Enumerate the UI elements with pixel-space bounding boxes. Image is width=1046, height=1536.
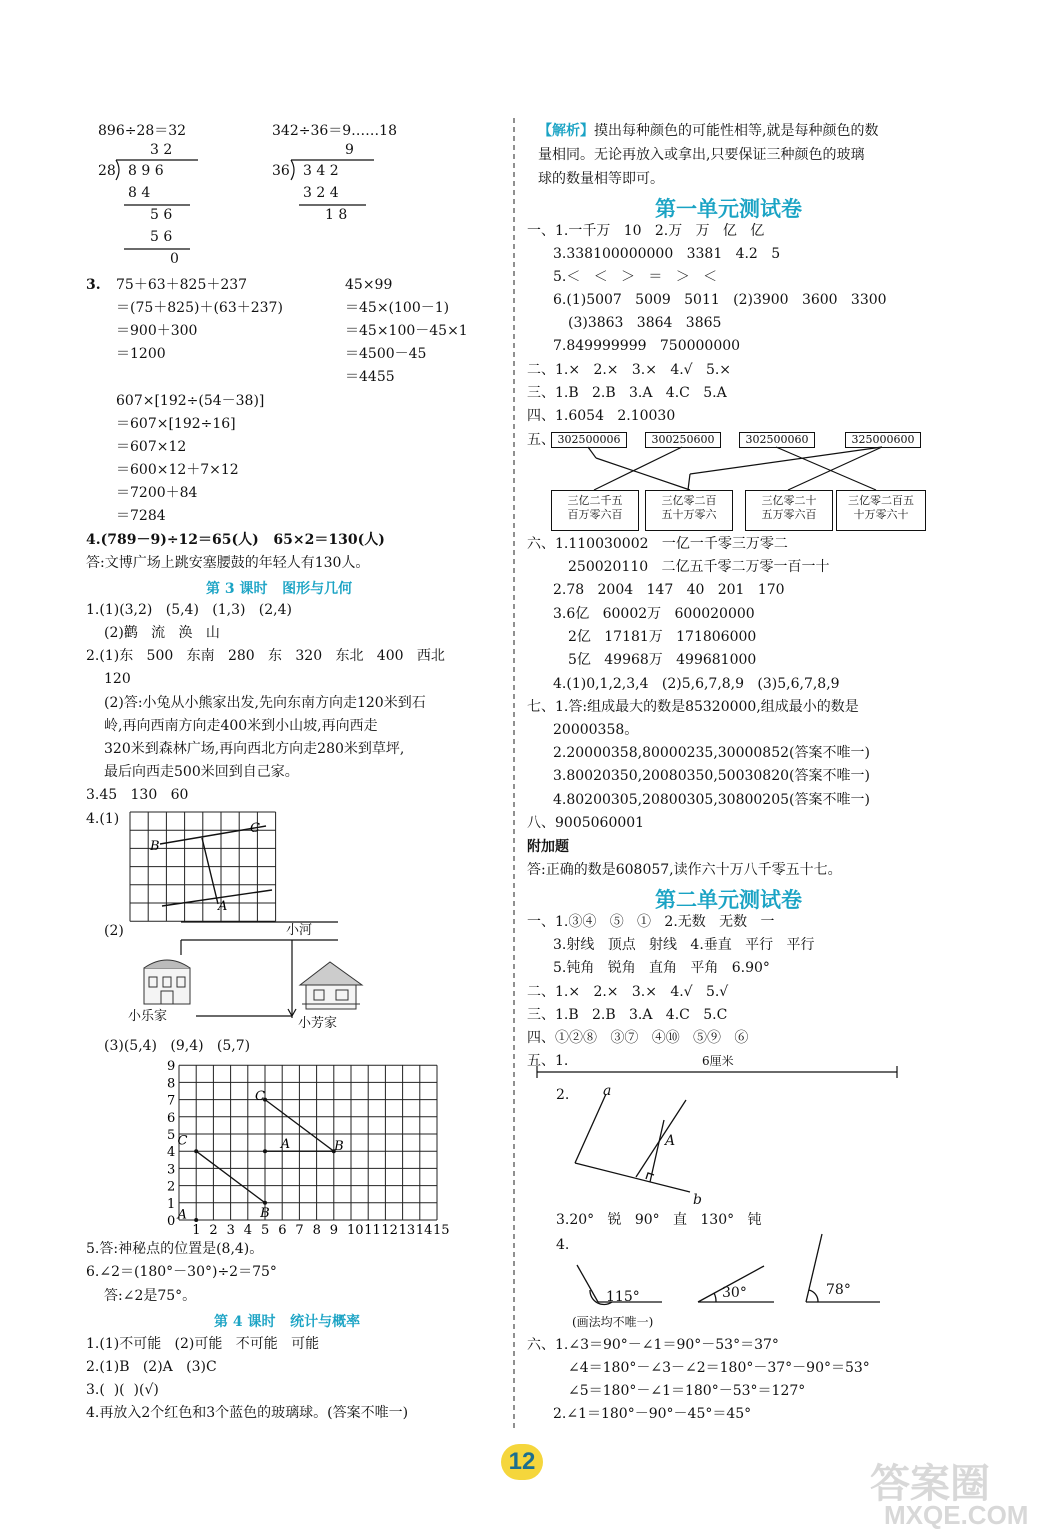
house-icon [300,962,362,1009]
geometry-grid-1-lines [160,826,272,906]
unit1-line: 一、1.一千万 10 2.万 万 亿 亿 [527,223,765,239]
words-line: 三亿零二百五 [848,494,914,507]
unit1-line: 3.6亿 60002万 600020000 [553,606,755,622]
y-tick-label: 6 [167,1110,176,1126]
unit2-line: 4. [556,1237,570,1253]
coordinate-chart [167,1059,450,1238]
point-marker [263,1149,267,1153]
x-tick-label: 8 [312,1223,321,1238]
lesson3-line: 岭,再向西南方向走400米到小山坡,再向西走 [104,718,378,734]
lesson3-line: 6.∠2＝(180°－30°)÷2＝75° [86,1264,277,1280]
division-1-dividend: 8 9 6 [128,163,164,179]
q3-calc-a: 75＋63＋825＋237 [116,277,248,293]
words-line: 五十万零六 [661,508,717,521]
q3-calc-b: 45×99 [345,277,393,293]
q3-calc-b: ＝45×100－45×1 [345,323,468,339]
lesson3-line: 320米到森林广场,再向西北方向走280米到草坪, [104,741,405,757]
unit2-line: ∠5＝180°－∠1＝180°－53°＝127° [568,1383,806,1399]
q3-calc-a: ＝900＋300 [116,323,198,339]
q3-calc-c: ＝607×12 [116,439,187,455]
words-line: 五万零六百 [761,508,817,521]
x-tick-label: 11 [364,1223,381,1238]
angle-label: 78° [826,1282,851,1298]
q3-calc-a: ＝1200 [116,346,166,362]
unit2-line: ∠4＝180°－∠3－∠2＝180°－37°－90°＝53° [568,1360,870,1376]
home-label: 小乐家 [128,1009,168,1024]
point-label: B [260,1205,270,1221]
lesson3-line: (2) [104,923,124,939]
unit1-line: 八、9005060001 [527,815,645,831]
q3-calc-b: ＝4455 [345,369,395,385]
x-tick-label: 6 [278,1223,287,1238]
lesson3-title: 第 3 课时 图形与几何 [206,581,353,597]
unit1-line: 五、 [527,432,555,448]
lesson3-line: 2.(1)东 500 东南 280 东 320 东北 400 西北 [86,648,445,664]
lesson3-line: 3.45 130 60 [86,787,189,803]
lesson3-line: 答:∠2是75°。 [104,1288,197,1304]
x-tick-label: 15 [433,1223,450,1238]
river-label: 小河 [286,923,313,938]
lesson3-line: (3)(5,4) (9,4) (5,7) [104,1038,251,1054]
lesson4-line: 3.( )( )(√) [86,1382,159,1398]
unit2-line: 四、①②⑧ ③⑦ ④⑩ ⑤⑨ ⑥ [527,1030,749,1046]
unit1-line: 3.338100000000 3381 4.2 5 [553,246,781,262]
point-label: C [254,1088,265,1104]
lesson3-line: 4.(1) [86,811,120,827]
lesson4-line: 4.再放入2个红色和3个蓝色的玻璃球。(答案不唯一) [86,1405,409,1421]
division-1-step: 5 6 [150,207,173,223]
division-1-remainder: 0 [170,251,179,267]
unit2-line: 三、1.B 2.B 3.A 4.C 5.C [527,1007,728,1023]
x-tick-label: 14 [415,1223,433,1238]
unit2-line: 5.钝角 锐角 直角 平角 6.90° [553,960,770,976]
y-tick-label: 3 [167,1162,176,1178]
analysis-text: 摸出每种颜色的可能性相等,就是每种颜色的数 [594,123,879,139]
number-box: 302500060 [739,432,815,448]
point-label: B [334,1138,344,1154]
q4-line: 4.(789－9)÷12＝65(人) 65×2＝130(人) [86,532,385,548]
division-2-divisor: 36 [272,163,290,179]
line-label: a [603,1083,612,1099]
unit2-title: 第二单元测试卷 [655,887,802,912]
number-box: 300250600 [645,432,721,448]
x-tick-label: 9 [329,1223,339,1238]
point-marker [263,1201,267,1205]
point-label: C [250,821,260,836]
x-tick-label: 7 [295,1223,304,1238]
unit2-line: (画法均不唯一) [572,1315,654,1329]
lesson3-line: (2)鹳 流 涣 山 [104,625,220,641]
lesson4-line: 1.(1)不可能 (2)可能 不可能 可能 [86,1336,320,1352]
watermark-logo: 答案圈 [870,1462,990,1506]
matching-lines [588,447,882,490]
division-2-step: 3 2 4 [303,185,339,201]
unit1-line: 4.80200305,20800305,30800205(答案不唯一) [553,792,870,808]
unit2-line: 一、1.③④ ⑤ ① 2.无数 无数 一 [527,914,775,930]
q3-calc-a: ＝(75＋825)＋(63＋237) [116,300,283,316]
watermark-url: MXQE.COM [884,1500,1029,1530]
y-tick-label: 8 [167,1076,176,1092]
segment-6cm [537,1066,897,1078]
q3-number: 3. [86,277,101,293]
words-line: 十万零六十 [853,508,909,521]
number-box: 325000600 [845,432,921,448]
division-1-equation: 896÷28＝32 [98,123,187,139]
division-2-dividend: 3 4 2 [303,163,339,179]
y-tick-label: 5 [167,1128,176,1143]
point-marker [194,1149,198,1153]
q3-calc-b: ＝45×(100－1) [345,300,450,316]
analysis-line: 量相同。无论再放入或拿出,只要保证三种颜色的玻璃 [538,147,865,163]
x-tick-label: 4 [243,1223,253,1238]
unit1-title: 第一单元测试卷 [655,196,802,221]
y-tick-label: 1 [167,1196,176,1212]
y-tick-label: 2 [167,1179,176,1195]
lesson3-line: 最后向西走500米回到自己家。 [104,764,299,780]
analysis-tag: 【解析】 [538,123,594,139]
unit1-line: 二、1.× 2.× 3.× 4.√ 5.× [527,362,732,378]
unit2-line: 五、1. [527,1053,569,1069]
division-2-equation: 342÷36＝9……18 [272,123,397,139]
unit1-line: (3)3863 3864 3865 [568,315,722,331]
house-icon [144,960,190,1004]
unit1-line: 四、1.6054 2.10030 [527,408,676,424]
unit1-line: 答:正确的数是608057,读作六十万八千零五十七。 [527,862,842,878]
unit1-line: 250020110 二亿五千零二万零一百一十 [568,559,830,575]
number-box: 302500006 [551,432,627,448]
unit1-line: 三、1.B 2.B 3.A 4.C 5.A [527,385,727,401]
angle-drawings [577,1234,880,1305]
division-1-marks [116,160,198,249]
division-1-step: 8 4 [128,185,151,201]
angle-label: 30° [722,1285,747,1301]
words-line: 三亿二千五 [567,494,623,507]
x-tick-label: 12 [381,1223,398,1238]
unit2-line: 2. [556,1087,570,1103]
angle-label: 115° [606,1289,640,1305]
y-tick-label: 4 [167,1145,176,1161]
q3-calc-b: ＝4500－45 [345,346,427,362]
unit2-line: 六、1.∠3＝90°－∠1＝90°－53°＝37° [527,1337,779,1353]
unit1-line: 6.(1)5007 5009 5011 (2)3900 3600 3300 [553,292,887,308]
words-line: 百万零六百 [567,508,623,521]
lesson3-line: 5.答:神秘点的位置是(8,4)。 [86,1241,264,1257]
y-tick-label: 9 [167,1059,176,1075]
point-label: C [177,1133,188,1149]
division-2-quotient: 9 [345,142,354,158]
q3-calc-c: ＝7284 [116,508,166,524]
y-tick-label: 0 [167,1214,176,1229]
unit1-line: 六、1.110030002 一亿一千零三万零二 [527,536,788,552]
unit2-line: 3.20° 锐 90° 直 130° 钝 [556,1212,762,1228]
unit1-line: 5.＜ ＜ ＞ ＝ ＞ ＜ [553,269,718,285]
unit1-line: 7.849999999 750000000 [553,338,741,354]
point-marker [194,1218,198,1222]
unit1-line: 七、1.答:组成最大的数是85320000,组成最小的数是 [527,699,859,715]
point-label: B [150,839,160,854]
unit1-line: 附加题 [527,839,569,855]
lesson4-title: 第 4 课时 统计与概率 [214,1314,361,1330]
x-tick-label: 13 [398,1223,416,1238]
division-1-step: 5 6 [150,229,173,245]
unit1-line: 3.80020350,20080350,50030820(答案不唯一) [553,768,870,784]
unit1-line: 5亿 49968万 499681000 [568,652,757,668]
unit1-line: 20000358。 [553,722,639,738]
perpendicular-drawing [575,1094,690,1192]
q3-calc-c: 607×[192÷(54－38)] [116,393,265,409]
home-label: 小芳家 [298,1016,338,1031]
words-line: 三亿零二百 [661,494,717,507]
lesson3-line: 1.(1)(3,2) (5,4) (1,3) (2,4) [86,602,292,618]
unit1-line: 2.78 2004 147 40 201 170 [553,582,785,598]
words-line: 三亿零二十 [761,494,817,507]
x-tick-label: 10 [347,1223,364,1238]
lesson3-line: 120 [104,671,131,687]
x-tick-label: 3 [226,1223,235,1238]
division-1-quotient: 3 2 [150,142,173,158]
division-2-remainder: 1 8 [325,207,348,223]
y-tick-label: 7 [167,1093,176,1109]
lesson3-line: (2)答:小兔从小熊家出发,先向东南方向走120米到石 [104,695,426,711]
q3-calc-c: ＝600×12＋7×12 [116,462,239,478]
unit2-line: 二、1.× 2.× 3.× 4.√ 5.√ [527,984,729,1000]
unit2-line: 3.射线 顶点 射线 4.垂直 平行 平行 [553,937,815,953]
line-label: b [693,1192,702,1208]
lesson4-line: 2.(1)B (2)A (3)C [86,1359,217,1375]
unit2-line: 2.∠1＝180°－90°－45°＝45° [553,1406,752,1422]
q3-calc-c: ＝607×[192÷16] [116,416,236,432]
point-label: A [280,1137,291,1153]
q4-answer: 答:文博广场上跳安塞腰鼓的年轻人有130人。 [86,555,370,571]
x-tick-label: 5 [261,1223,270,1238]
page-number: 12 [501,1444,543,1480]
x-tick-label: 1 [192,1223,201,1238]
unit1-line: 4.(1)0,1,2,3,4 (2)5,6,7,8,9 (3)5,6,7,8,9 [553,676,840,692]
division-1-divisor: 28 [98,163,116,179]
segment-label: 6厘米 [702,1054,734,1068]
x-tick-label: 2 [209,1223,218,1238]
unit1-line: 2亿 17181万 171806000 [568,629,757,645]
unit1-line: 2.20000358,80000235,30000852(答案不唯一) [553,745,870,761]
point-label: A [177,1207,187,1223]
analysis-line: 球的数量相等即可。 [538,171,664,187]
point-label: A [218,899,228,914]
division-2-marks [291,160,374,205]
point-label: A [665,1133,676,1149]
q3-calc-c: ＝7200＋84 [116,485,198,501]
